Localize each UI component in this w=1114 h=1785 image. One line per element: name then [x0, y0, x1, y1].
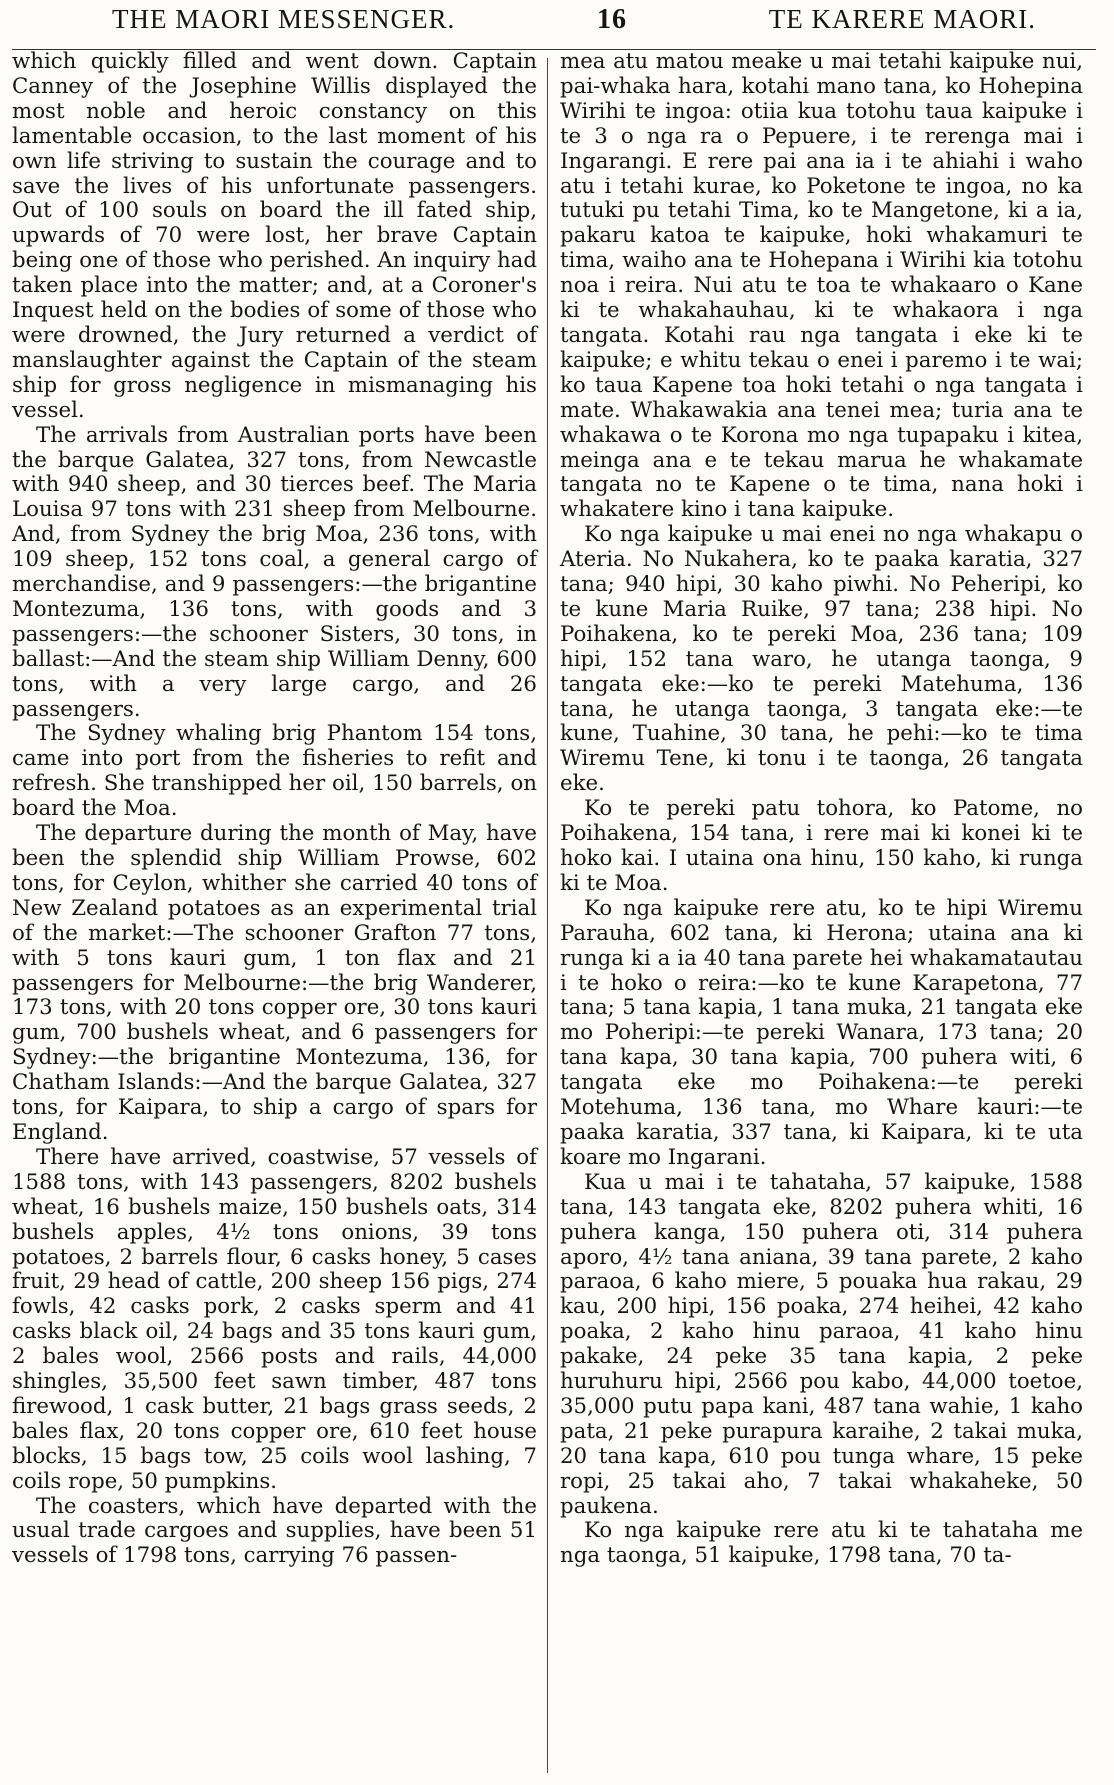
page-header	[12, 4, 1096, 50]
english-paragraph-coastwise-arrivals: There have arrived, coastwise, 57 vessels of 1588 tons, with 143 passengers, 8202 bushels wheat, 16 bushels maize, 150 bushels oats, 314 bushels apples, 4½ tons onions, 39 tons potatoes, 2 barrels flour, 6 casks honey, 5 cases fruit, 29 head of cattle, 200 sheep 156 pigs, 274 fowls, 42 casks pork, 2 casks sperm and 41 casks black oil, 24 bags and 35 tons kauri gum, 2 bales wool, 2566 posts and rails, 44,000 shingles, 35,500 feet sawn timber, 487 tons firewood, 1 cask butter, 21 bags grass seeds, 2 bales flax, 20 tons copper ore, 610 feet house blocks, 15 bags tow, 25 coils wool lashing, 7 coils rope, 50 pumpkins.	[12, 1144, 537, 1494]
maori-paragraph-departures: Ko nga kaipuke rere atu, ko te hipi Wiremu Parauha, 602 tana, ki Herona; utaina ana ki runga ki a ia 40 tana parete hei whakamatautau i te hoko o reira:—ko te kune Karapetona, 77 tana; 5 tana kapia, 1 tana muka, 21 tangata eke mo Poheripi:—te pereki Wanara, 173 tana; 20 tana kapa, 30 tana kapia, 700 puhera witi, 6 tangata eke mo Poihakena:—te pereki Motehuma, 136 tana, mo Whare kauri:—te paaka karatia, 337 tana, ki Kaipara, ki te uta koare mo Ingarani.	[560, 895, 1083, 1170]
page-number: 16	[597, 4, 627, 35]
maori-column	[548, 50, 1083, 1780]
english-paragraph-arrivals: The arrivals from Australian ports have been the barque Galatea, 327 tons, from Newcastle with 940 sheep, and 30 tierces beef. The Maria Louisa 97 tons with 231 sheep from Melbourne. And, from Sydney the brig Moa, 236 tons, with 109 sheep, 152 tons coal, a general cargo of merchandise, and 9 passengers:—the brigantine Montezuma, 136 tons, with goods and 3 passengers:—the schooner Sisters, 30 tons, in ballast:—And the steam ship William Denny, 600 tons, with a very large cargo, and 26 passengers.	[12, 422, 537, 722]
english-masthead: THE MAORI MESSENGER.	[112, 4, 456, 34]
maori-paragraph-coasters-departed: Ko nga kaipuke rere atu ki te tahataha me nga taonga, 51 kaipuke, 1798 tana, 70 ta-	[560, 1518, 1083, 1569]
maori-paragraph-coastwise-arrivals: Kua u mai i te tahataha, 57 kaipuke, 1588 tana, 143 tangata eke, 8202 puhera whiti, 16 puhera kanga, 150 puhera oti, 314 puhera aporo, 4½ tana aniana, 39 tana parete, 2 kaho paraoa, 6 kaho miere, 5 pouaka hua rakau, 29 kau, 200 hipi, 156 poaka, 274 heihei, 42 kaho poaka, 2 kaho hinu paraoa, 41 kaho hinu pakake, 24 peke 35 tana kapia, 2 peke huruhuru hipi, 2566 pou kabo, 44,000 toetoe, 35,000 putu papa kani, 487 tana wahie, 1 kaho pata, 21 peke purapura karaihe, 2 takai muka, 20 tana kapa, 610 pou tunga whare, 15 peke ropi, 25 takai aho, 7 takai whakaheke, 50 paukena.	[560, 1169, 1083, 1519]
article-columns	[12, 50, 1096, 1780]
english-paragraph-phantom: The Sydney whaling brig Phantom 154 tons, came into port from the fisheries to refit and refresh. She transhipped her oil, 150 barrels, on board the Moa.	[12, 721, 537, 822]
maori-paragraph-phantom: Ko te pereki patu tohora, ko Patome, no Poihakena, 154 tana, i rere mai ki konei ki te hoko kai. I utaina ona hinu, 150 kaho, ki runga ki te Moa.	[560, 796, 1083, 896]
english-column	[12, 50, 547, 1780]
english-paragraph-departures: The departure during the month of May, have been the splendid ship William Prowse, 602 tons, for Ceylon, whither she carried 40 tons of New Zealand potatoes as an experimental trial of the market:—The schooner Grafton 77 tons, with 5 tons kauri gum, 1 ton flax and 21 passengers for Melbourne:—the brig Wanderer, 173 tons, with 20 tons copper ore, 30 tons kauri gum, 700 bushels wheat, and 6 passengers for Sydney:—the brigantine Montezuma, 136, for Chatham Islands:—And the barque Galatea, 327 tons, for Kaipara, to ship a cargo of spars for England.	[12, 821, 537, 1145]
english-paragraph-coasters-departed: The coasters, which have departed with the usual trade cargoes and supplies, have been 51 vessels of 1798 tons, carrying 76 passen-	[12, 1493, 537, 1569]
english-paragraph-steamship-collision: which quickly filled and went down. Captain Canney of the Josephine Willis displayed the most noble and heroic constancy on this lamentable occasion, to the last moment of his own life striving to sustain the courage and to save the lives of his unfortunate passengers. Out of 100 souls on board the ill fated ship, upwards of 70 were lost, her brave Captain being one of those who perished. An inquiry had taken place into the matter; and, at a Coroner's Inquest held on the bodies of some of those who were drowned, the Jury returned a verdict of manslaughter against the Captain of the steam ship for gross negligence in mismanaging his vessel.	[12, 50, 537, 423]
maori-paragraph-arrivals: Ko nga kaipuke u mai enei no nga whakapu o Ateria. No Nukahera, ko te paaka karatia, 327 tana; 940 hipi, 30 kaho piwhi. No Peheripi, ko te kune Maria Ruike, 97 tana; 238 hipi. No Poihakena, ko te pereki Moa, 236 tana; 109 hipi, 152 tana waro, he utanga taonga, 9 tangata eke:—ko te pereki Matehuma, 136 tana, he utanga taonga, 3 tangata eke:—te kune, Tuahine, 30 tana, he pehi:—ko te tima Wiremu Tene, ki tonu i te taonga, 26 tangata eke.	[560, 522, 1083, 797]
maori-masthead: TE KARERE MAORI.	[768, 4, 1036, 34]
maori-paragraph-steamship-collision: mea atu matou meake u mai tetahi kaipuke nui, pai-whaka hara, kotahi mano tana, ko Hohepina Wirihi te ingoa: otiia kua totohu taua kaipuke i te 3 o nga ra o Pepuere, i te rerenga mai i Ingarangi. E rere pai ana ia i te ahiahi i waho atu i tetahi kurae, ko Poketone te ingoa, no ka tutuki pu tetahi Tima, ko te Mangetone, ki a ia, pakaru katoa te kaipuke, hoki whakamuri te tima, waiho ana te Hohepana i Wirihi kia totohu noa i reira. Nui atu te toa te whakaaro o Kane ki te whakahauhau, ki te whakaora i nga tangata. Kotahi rau nga tangata i eke ki te kaipuke; e whitu tekau o enei i paremo i te wai; ko taua Kapene toa hoki tetahi o nga tangata i mate. Whakawakia ana tenei mea; turia ana te whakawa o te Korona mo nga tupapaku i kitea, meinga ana e te tekau marua he whakamate tangata no te Kapene o te tima, nana hoki i whakatere kino i tana kaipuke.	[560, 50, 1083, 523]
